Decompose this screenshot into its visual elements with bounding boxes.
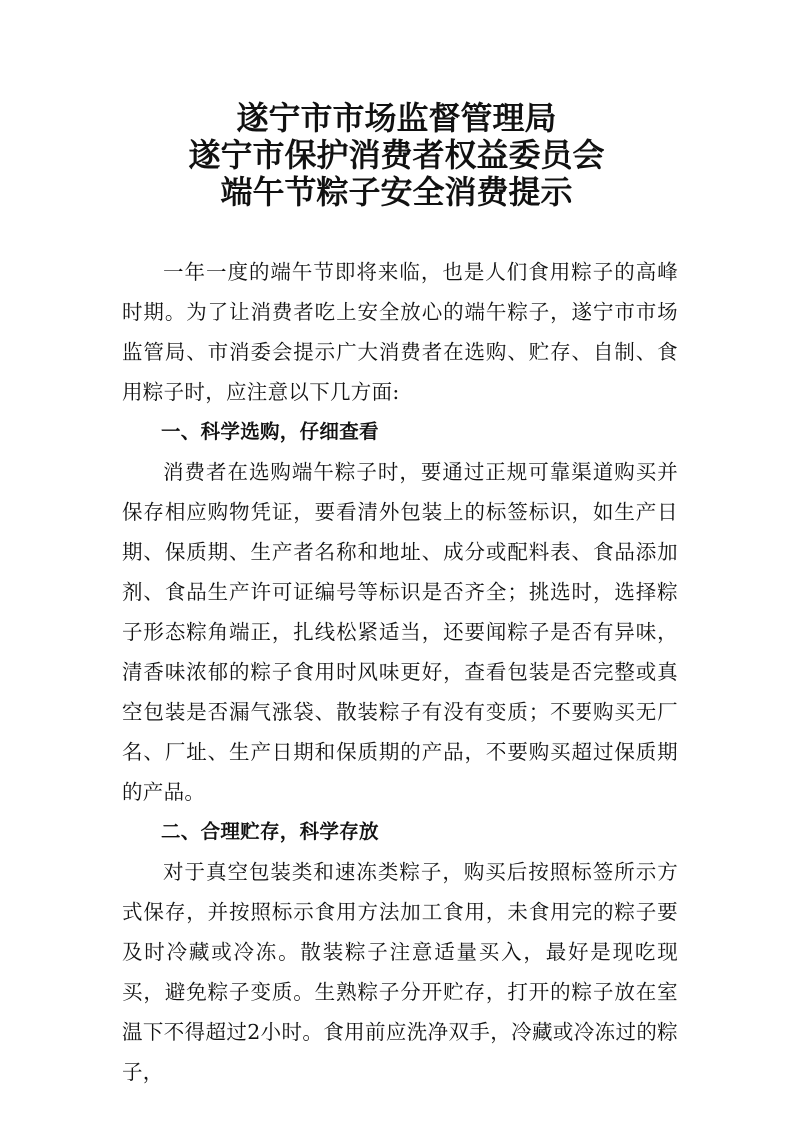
issuer-title-market-supervision: 遂宁市市场监督管理局: [236, 99, 557, 137]
document-body: [122, 252, 678, 1092]
document-title: [0, 100, 793, 211]
section-paragraph-storage: 对于真空包装类和速冻类粽子，购买后按照标签所示方式保存，并按照标示食用方法加工食用，未食用完的粽子要及时冷藏或冷冻。散装粽子注意适量买入，最好是现吃现买，避免粽子变质。生熟粽子分开贮存，打开的粽子放在室温下不得超过2小时。食用前应洗净双手，冷藏或冷冻过的粽子，: [122, 860, 678, 1084]
notice-title: 端午节粽子安全消费提示: [220, 173, 573, 211]
intro-paragraph: 一年一度的端午节即将来临，也是人们食用粽子的高峰时期。为了让消费者吃上安全放心的端午粽子，遂宁市市场监管局、市消委会提示广大消费者在选购、贮存、自制、食用粽子时，应注意以下几方面:: [122, 260, 678, 404]
section-heading-storage: 二、合理贮存，科学存放: [161, 820, 379, 843]
issuer-title-consumer-committee: 遂宁市保护消费者权益委员会: [188, 136, 605, 174]
section-paragraph-purchase: 消费者在选购端午粽子时，要通过正规可靠渠道购买并保存相应购物凭证，要看清外包装上的标签标识，如生产日期、保质期、生产者名称和地址、成分或配料表、食品添加剂、食品生产许可证编号等标识是否齐全；挑选时，选择粽子形态粽角端正，扎线松紧适当，还要闻粽子是否有异味，清香味浓郁的粽子食用时风味更好，查看包装是否完整或真空包装是否漏气涨袋、散装粽子有没有变质；不要购买无厂名、厂址、生产日期和保质期的产品，不要购买超过保质期的产品。: [122, 460, 678, 804]
section-heading-purchase: 一、科学选购，仔细查看: [161, 420, 379, 443]
